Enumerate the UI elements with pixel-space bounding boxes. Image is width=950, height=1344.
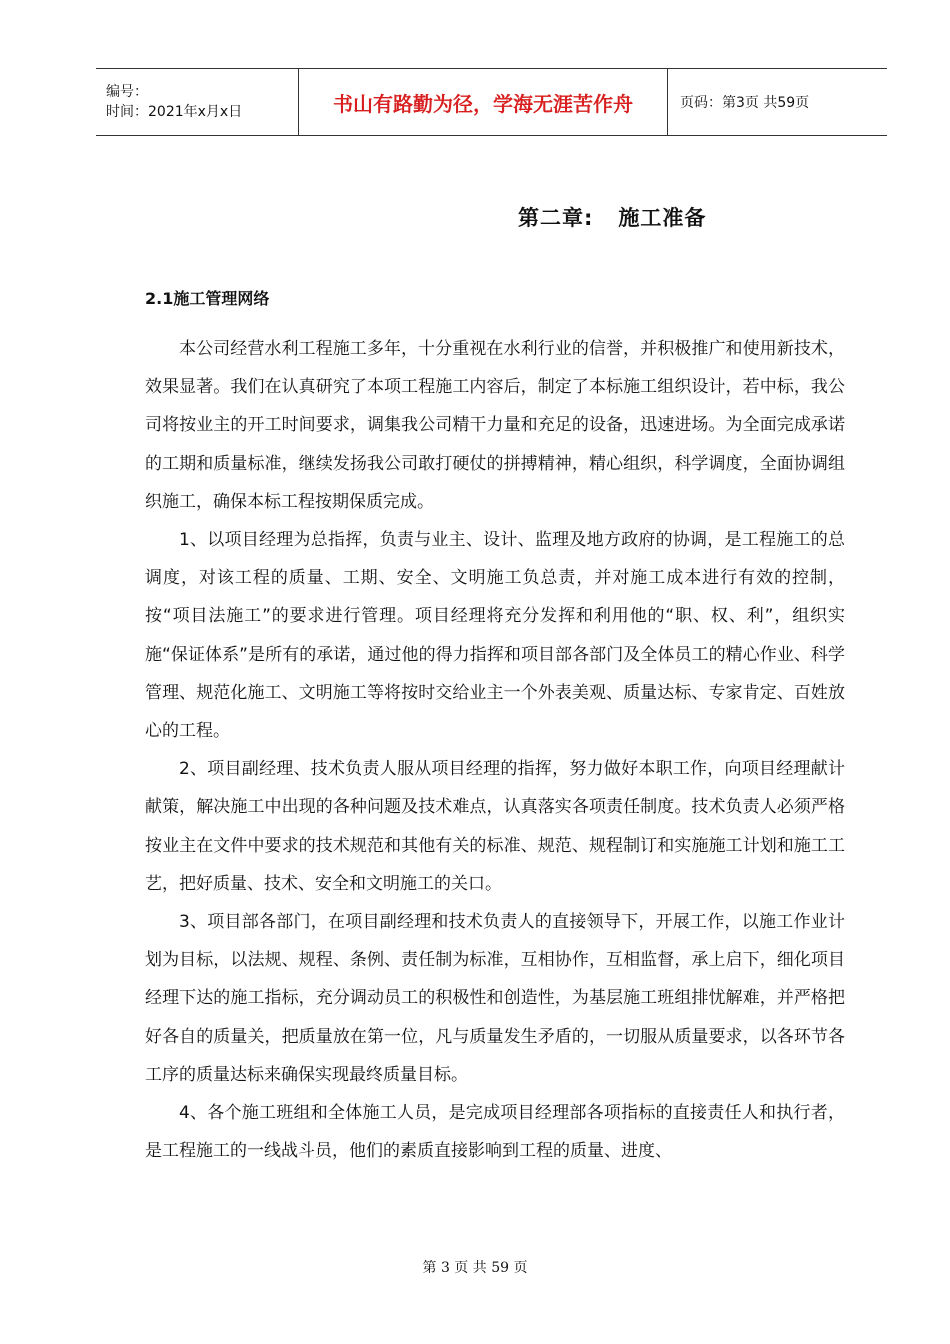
section-heading: 2.1施工管理网络 [145,289,270,308]
paragraph: 3、项目部各部门，在项目副经理和技术负责人的直接领导下，开展工作，以施工作业计划为目标，以法规、规程、条例、责任制为标准，互相协作，互相监督，承上启下，细化项目经理下达的施工指标，充分调动员工的积极性和创造性，为基层施工班组排忧解难，并严格把好各自的质量关，把质量放在第一位，凡与质量发生矛盾的，一切服从质量要求，以各环节各工序的质量达标来确保实现最终质量目标。 [145,912,845,1085]
page-header [96,68,887,136]
paragraph: 本公司经营水利工程施工多年，十分重视在水利行业的信誉，并积极推广和使用新技术，效果显著。我们在认真研究了本项工程施工内容后，制定了本标施工组织设计，若中标，我公司将按业主的开工时间要求，调集我公司精干力量和充足的设备，迅速进场。为全面完成承诺的工期和质量标准，继续发扬我公司敢打硬仗的拼搏精神，精心组织，科学调度，全面协调组织施工，确保本标工程按期保质完成。 [145,339,845,512]
header-meta [96,69,298,135]
header-page-info: 页码：第3页 共59页 [680,95,810,111]
body-text [145,330,845,1170]
time-label: 时间：2021年x月x日 [106,104,243,120]
page-footer: 第 3 页 共 59 页 [422,1260,528,1276]
header-motto: 书山有路勤为径，学海无涯苦作舟 [298,69,668,135]
paragraph: 4、各个施工班组和全体施工人员，是完成项目经理部各项指标的直接责任人和执行者，是工程施工的一线战斗员，他们的素质直接影响到工程的质量、进度、 [145,1103,845,1162]
code-label: 编号： [106,84,148,100]
paragraph: 1、以项目经理为总指挥，负责与业主、设计、监理及地方政府的协调，是工程施工的总调度，对该工程的质量、工期、安全、文明施工负总责，并对施工成本进行有效的控制，按“项目法施工”的要求进行管理。项目经理将充分发挥和利用他的“职、权、利”，组织实施“保证体系”是所有的承诺，通过他的得力指挥和项目部各部门及全体员工的精心作业、科学管理、规范化施工、文明施工等将按时交给业主一个外表美观、质量达标、专家肯定、百姓放心的工程。 [145,530,845,742]
paragraph: 2、项目副经理、技术负责人服从项目经理的指挥，努力做好本职工作，向项目经理献计献策，解决施工中出现的各种问题及技术难点，认真落实各项责任制度。技术负责人必须严格按业主在文件中要求的技术规范和其他有关的标准、规范、规程制订和实施施工计划和施工工艺，把好质量、技术、安全和文明施工的关口。 [145,759,845,894]
chapter-title: 第二章: 施工准备 [518,206,707,230]
